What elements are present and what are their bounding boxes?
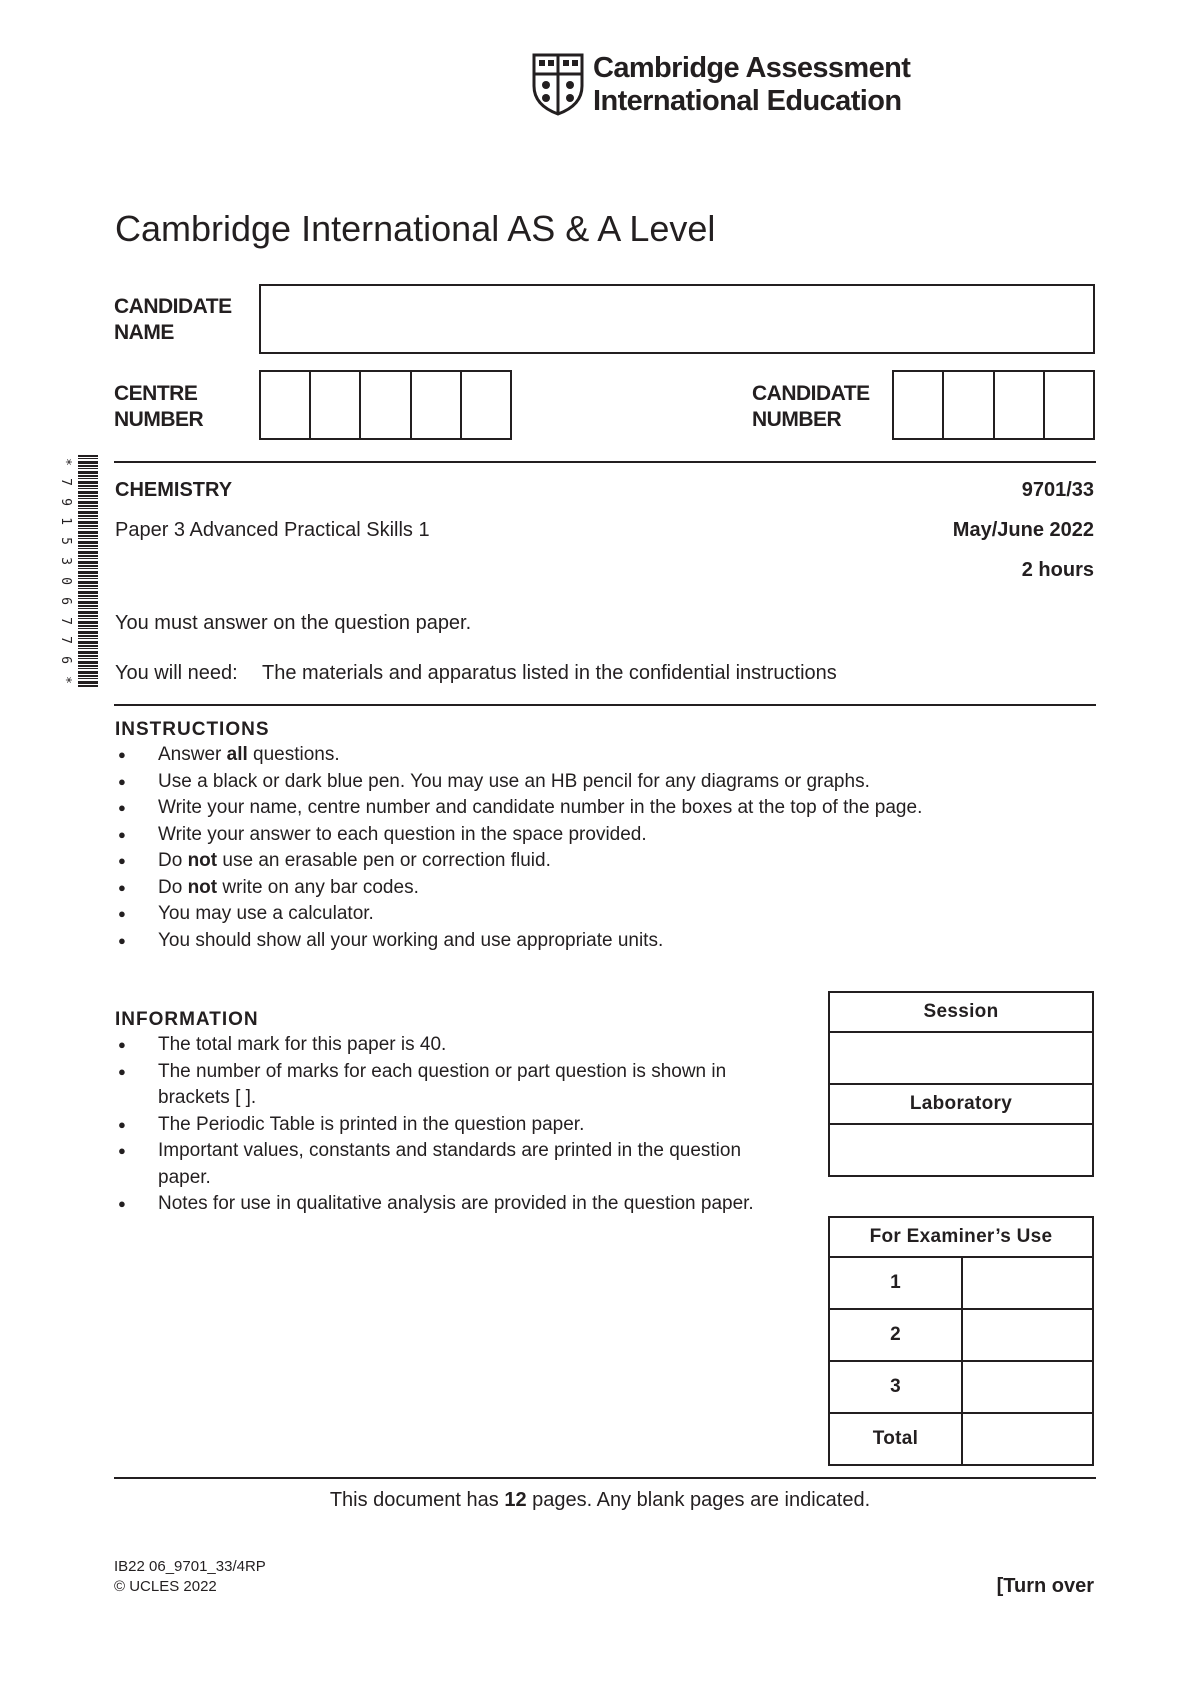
divider <box>114 1477 1096 1479</box>
list-item: ● Important values, constants and standards are printed in the question paper. <box>115 1138 775 1191</box>
barcode-digit: * <box>57 676 73 684</box>
barcode <box>58 455 98 687</box>
information-heading: INFORMATION <box>115 1009 259 1030</box>
cambridge-logo <box>531 52 911 118</box>
text: use an erasable pen or correction fluid. <box>217 850 551 871</box>
digit-box[interactable] <box>261 372 311 438</box>
logo-line-2: International Education <box>593 85 902 117</box>
digit-box[interactable] <box>361 372 411 438</box>
list-item: ● Notes for use in qualitative analysis are provided in the question paper. <box>115 1191 775 1218</box>
digit-box[interactable] <box>1045 372 1093 438</box>
laboratory-header: Laboratory <box>829 1084 1093 1124</box>
barcode-digit: 9 <box>57 497 73 506</box>
examiner-header: For Examiner’s Use <box>829 1217 1093 1257</box>
label-line: NUMBER <box>114 408 204 431</box>
session-table <box>828 991 1094 1177</box>
text: Answer <box>158 744 227 765</box>
text: questions. <box>247 744 340 765</box>
list-item: ● The Periodic Table is printed in the question paper. <box>115 1112 775 1139</box>
label-line: NAME <box>114 321 174 344</box>
laboratory-field[interactable] <box>829 1124 1093 1176</box>
list-item: ● The number of marks for each question or part question is shown in brackets [ ]. <box>115 1059 775 1112</box>
logo-text <box>593 52 910 118</box>
mark-field[interactable] <box>962 1257 1093 1309</box>
barcode-digits <box>58 455 72 687</box>
list-item: ● You should show all your working and use appropriate units. <box>115 928 1105 955</box>
page-count: 12 <box>504 1489 527 1511</box>
centre-number-boxes[interactable] <box>259 370 512 440</box>
information-list <box>115 1032 775 1218</box>
label-line: CANDIDATE <box>114 295 232 318</box>
candidate-number-boxes[interactable] <box>892 370 1095 440</box>
session-field[interactable] <box>829 1032 1093 1084</box>
candidate-name-field[interactable] <box>259 284 1095 354</box>
session-header: Session <box>829 992 1093 1032</box>
total-label: Total <box>829 1413 962 1465</box>
digit-box[interactable] <box>995 372 1045 438</box>
barcode-digit: 7 <box>57 477 73 486</box>
barcode-digit: 7 <box>57 616 73 625</box>
list-item: ● Use a black or dark blue pen. You may use an HB pencil for any diagrams or graphs. <box>115 769 1105 796</box>
list-item: ● The total mark for this paper is 40. <box>115 1032 775 1059</box>
list-item: ● Write your answer to each question in the space provided. <box>115 822 1105 849</box>
digit-box[interactable] <box>894 372 944 438</box>
question-number: 2 <box>829 1309 962 1361</box>
label-line: CANDIDATE <box>752 382 870 405</box>
instructions-heading: INSTRUCTIONS <box>115 719 270 740</box>
document-reference: IB22 06_9701_33/4RP <box>114 1558 266 1575</box>
mark-field[interactable] <box>962 1309 1093 1361</box>
digit-box[interactable] <box>462 372 510 438</box>
barcode-digit: 3 <box>57 557 73 565</box>
shield-crest-icon <box>531 52 585 116</box>
divider <box>114 461 1096 463</box>
barcode-bars <box>78 455 98 687</box>
list-item <box>115 875 1105 902</box>
page-count-note <box>0 1488 1200 1512</box>
mark-field[interactable] <box>962 1361 1093 1413</box>
text: pages. Any blank pages are indicated. <box>526 1489 871 1511</box>
logo-line-1: Cambridge Assessment <box>593 52 911 84</box>
text: Do <box>158 850 188 871</box>
candidate-name-label <box>114 294 232 346</box>
list-item <box>115 848 1105 875</box>
answer-note: You must answer on the question paper. <box>115 612 472 634</box>
barcode-digit: 1 <box>57 517 73 526</box>
label-line: NUMBER <box>752 408 842 431</box>
list-item: ● Write your name, centre number and candidate number in the boxes at the top of the page. <box>115 795 1105 822</box>
question-number: 3 <box>829 1361 962 1413</box>
question-number: 1 <box>829 1257 962 1309</box>
barcode-digit: 6 <box>57 596 73 605</box>
qualification-title: Cambridge International AS & A Level <box>115 208 716 249</box>
text: This document has <box>329 1489 505 1511</box>
bold-text: all <box>226 744 248 765</box>
copyright: © UCLES 2022 <box>114 1578 217 1595</box>
need-text: The materials and apparatus listed in the confidential instructions <box>262 662 837 684</box>
examiner-use-table <box>828 1216 1094 1466</box>
digit-box[interactable] <box>944 372 994 438</box>
barcode-digit: 6 <box>57 656 73 665</box>
subject-name: CHEMISTRY <box>115 479 233 501</box>
need-label: You will need: <box>115 662 238 684</box>
text: Do <box>158 876 188 898</box>
text: write on any bar codes. <box>217 876 419 898</box>
total-field[interactable] <box>962 1413 1093 1465</box>
bold-text: not <box>187 850 218 871</box>
candidate-number-label <box>752 381 870 433</box>
barcode-digit: 0 <box>57 576 73 585</box>
barcode-digit: 5 <box>57 537 73 546</box>
bold-text: not <box>187 876 218 898</box>
paper-title: Paper 3 Advanced Practical Skills 1 <box>115 519 430 541</box>
barcode-digit: * <box>57 458 73 466</box>
centre-number-label <box>114 381 203 433</box>
session-date: May/June 2022 <box>952 519 1094 541</box>
turn-over: [Turn over <box>996 1575 1094 1597</box>
component-code: 9701/33 <box>1021 479 1094 501</box>
barcode-digit: 7 <box>57 636 73 645</box>
list-item: ● You may use a calculator. <box>115 901 1105 928</box>
digit-box[interactable] <box>412 372 462 438</box>
list-item <box>115 742 1105 769</box>
label-line: CENTRE <box>114 382 198 405</box>
instructions-list <box>115 742 1105 954</box>
digit-box[interactable] <box>311 372 361 438</box>
divider <box>114 704 1096 706</box>
duration: 2 hours <box>1021 559 1094 581</box>
